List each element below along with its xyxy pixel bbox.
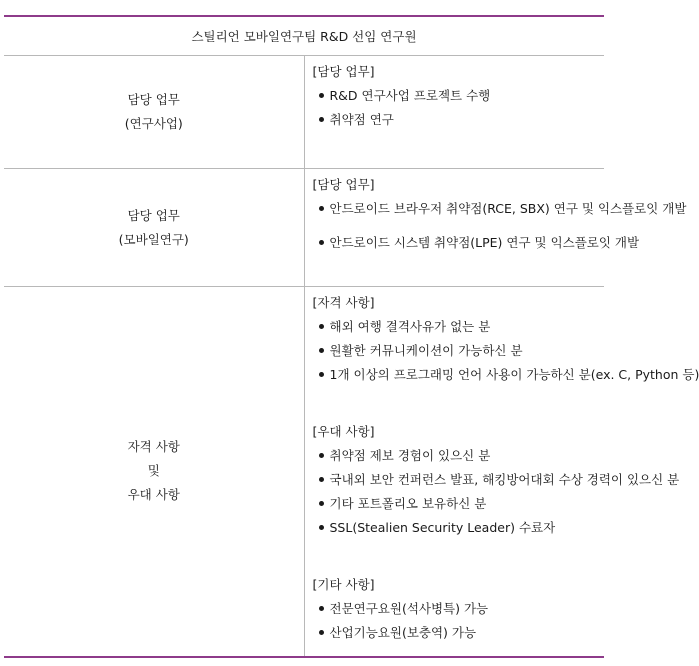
list-item-text: 국내외 보안 컨퍼런스 발표, 해킹방어대회 수상 경력이 있으신 분: [329, 472, 680, 487]
list-item-text: 전문연구요원(석사병특) 가능: [329, 601, 489, 616]
table-row: [4, 169, 604, 287]
bullet-icon: [319, 324, 324, 329]
row-label: [4, 56, 304, 169]
bullet-icon: [319, 477, 324, 482]
list-item-text: 안드로이드 시스템 취약점(LPE) 연구 및 익스플로잇 개발: [329, 235, 640, 250]
row-label-line: 및: [147, 463, 160, 479]
list-item: [313, 315, 605, 339]
section-heading: [우대 사항]: [312, 424, 375, 439]
title-row: [4, 16, 604, 56]
row-label-line: 담당 업무: [127, 207, 180, 223]
bullet-icon: [319, 117, 324, 122]
list-item-text: 원활한 커뮤니케이션이 가능하신 분: [329, 343, 523, 358]
bullet-icon: [319, 93, 324, 98]
bullet-icon: [319, 630, 324, 635]
row-label-line: (모바일연구): [118, 231, 189, 247]
bullet-icon: [319, 606, 324, 611]
list-item-text: SSL(Stealien Security Leader) 수료자: [329, 520, 556, 535]
bullet-icon: [319, 206, 324, 211]
list-item-text: R&D 연구사업 프로젝트 수행: [329, 88, 491, 103]
section-heading: [자격 사항]: [312, 295, 375, 310]
row-label-line: 자격 사항: [127, 439, 180, 455]
row-content: [304, 56, 604, 169]
row-label-line: 우대 사항: [127, 487, 180, 503]
bullet-icon: [319, 372, 324, 377]
list-item-text: 산업기능요원(보충역) 가능: [329, 625, 477, 640]
section-heading: [담당 업무]: [312, 177, 375, 192]
table-row: [4, 56, 604, 169]
section-heading: [기타 사항]: [312, 577, 375, 592]
row-content: [304, 287, 699, 657]
bullet-icon: [319, 348, 324, 353]
job-table: [4, 15, 699, 658]
list-item: [313, 84, 605, 108]
list-item-text: 기타 포트폴리오 보유하신 분: [329, 496, 487, 511]
list-item: [313, 231, 640, 255]
bullet-icon: [319, 240, 324, 245]
list-item-text: 1개 이상의 프로그래밍 언어 사용이 가능하신 분(ex. C, Python 등): [329, 367, 699, 382]
row-label: [4, 169, 304, 287]
section-heading: [담당 업무]: [312, 64, 375, 79]
list-item: [313, 444, 605, 468]
list-item: [313, 339, 605, 363]
list-item: [313, 197, 687, 221]
row-label-line: (연구사업): [124, 116, 183, 131]
list-item: [313, 363, 699, 387]
list-item-text: 안드로이드 브라우저 취약점(RCE, SBX) 연구 및 익스플로잇 개발: [329, 201, 687, 216]
bullet-icon: [319, 453, 324, 458]
posting-title: 스틸리언 모바일연구팀 R&D 선임 연구원: [4, 16, 604, 56]
list-item: [313, 492, 605, 516]
bullet-icon: [319, 525, 324, 530]
bullet-icon: [319, 501, 324, 506]
row-label: [4, 287, 304, 657]
row-content: [304, 169, 687, 287]
table-row: [4, 287, 604, 657]
list-item: [313, 516, 605, 540]
row-label-line: 담당 업무: [127, 92, 180, 107]
list-item-text: 취약점 제보 경험이 있으신 분: [329, 448, 491, 463]
list-item: [313, 621, 605, 645]
list-item-text: 해외 여행 결격사유가 없는 분: [329, 319, 491, 334]
list-item-text: 취약점 연구: [329, 112, 394, 127]
list-item: [313, 468, 680, 492]
list-item: [313, 108, 605, 132]
list-item: [313, 597, 605, 621]
